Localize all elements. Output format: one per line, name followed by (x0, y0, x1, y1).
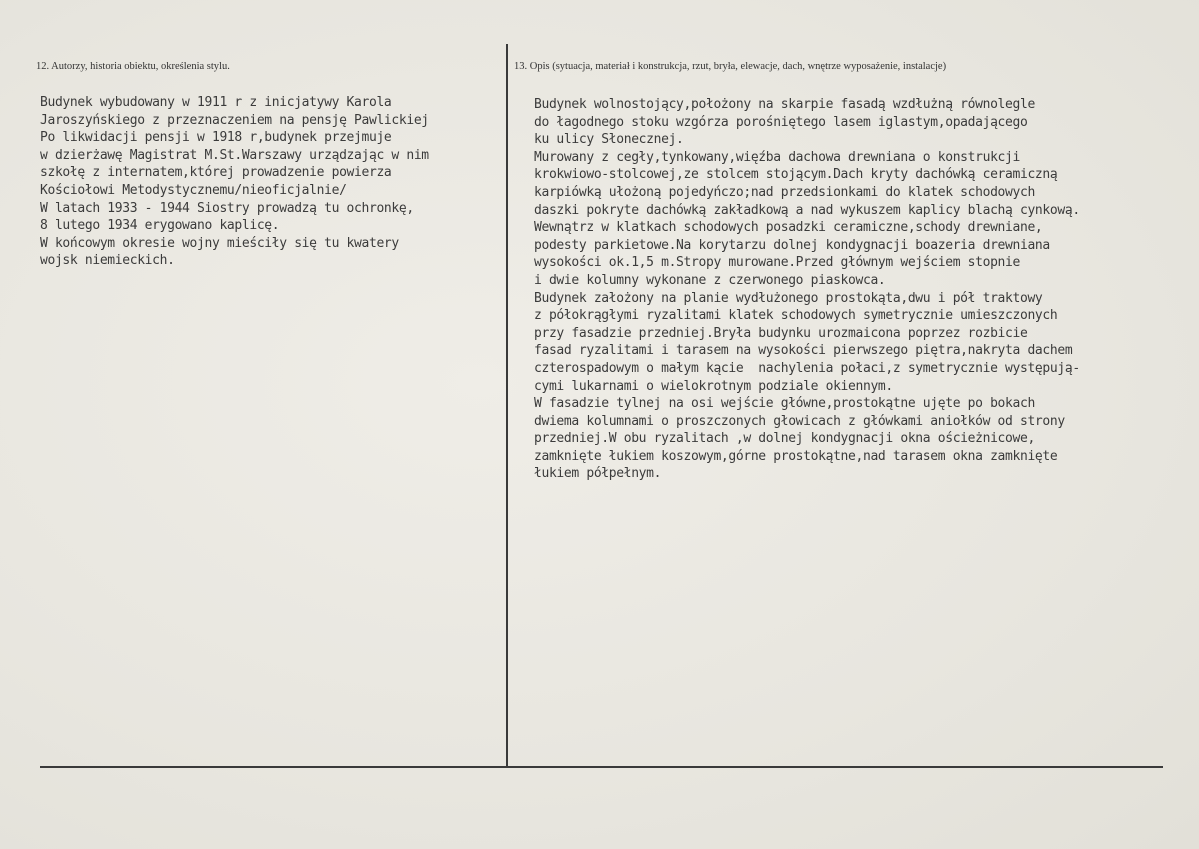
text-line: podesty parkietowe.Na korytarzu dolnej kondygnacji boazeria drewniana (534, 237, 1050, 253)
text-line: Budynek wolnostojący,położony na skarpie fasadą wzdłużną równolegle (534, 97, 1035, 112)
bottom-rule (40, 766, 1163, 768)
text-line: dwiema kolumnami o proszczonych głowicach z główkami aniołków od strony (534, 413, 1065, 429)
text-line: czterospadowym o małym kącie nachylenia połaci,z symetrycznie występują- (534, 360, 1080, 376)
text-line: karpiówką ułożoną pojedyńczo;nad przedsionkami do klatek schodowych (534, 184, 1035, 200)
text-line: Budynek założony na planie wydłużonego prostokąta,dwu i pół traktowy (534, 290, 1043, 306)
text-line: Kościołowi Metodystycznemu/nieoficjalnie/ (40, 182, 347, 198)
text-line: ku ulicy Słonecznej. (534, 132, 684, 148)
text-line: wojsk niemieckich. (40, 253, 175, 269)
text-line: i dwie kolumny wykonane z czerwonego piaskowca. (534, 272, 886, 288)
text-line: wysokości ok.1,5 m.Stropy murowane.Przed głównym wejściem stopnie (534, 255, 1020, 271)
section-13-text (534, 96, 1080, 483)
text-line: Jaroszyńskiego z przeznaczeniem na pensję Pawlickiej (40, 112, 429, 128)
text-line: w dzierżawę Magistrat M.St.Warszawy urządzając w nim (40, 147, 429, 163)
text-line: szkołę z internatem,której prowadzenie powierza (40, 165, 392, 181)
text-line: fasad ryzalitami i tarasem na wysokości pierwszego piętra,nakryta dachem (534, 343, 1073, 359)
text-line: do łagodnego stoku wzgórza porośniętego lasem iglastym,opadającego (534, 114, 1028, 130)
text-line: przy fasadzie przedniej.Bryła budynku urozmaicona poprzez rozbicie (534, 325, 1028, 341)
text-line: przedniej.W obu ryzalitach ,w dolnej kondygnacji okna ościeżnicowe, (534, 431, 1035, 447)
text-line: łukiem półpełnym. (534, 466, 662, 482)
text-line: krokwiowo-stolcowej,ze stolcem stojącym.Dach kryty dachówką ceramiczną (534, 167, 1058, 183)
text-line: Wewnątrz w klatkach schodowych posadzki ceramiczne,schody drewniane, (534, 220, 1043, 236)
text-line: z półokrągłymi ryzalitami klatek schodowych symetrycznie umieszczonych (534, 308, 1058, 324)
text-line: Budynek wybudowany w 1911 r z inicjatywy Karola (40, 95, 392, 110)
text-line: cymi lukarnami o wielokrotnym podziale okiennym. (534, 378, 893, 394)
text-line: zamknięte łukiem koszowym,górne prostokątne,nad tarasem okna zamknięte (534, 448, 1058, 464)
text-line: Murowany z cegły,tynkowany,więźba dachowa drewniana o konstrukcji (534, 149, 1020, 165)
text-line: daszki pokryte dachówką zakładkową a nad wykuszem kaplicy blachą cynkową. (534, 202, 1080, 218)
text-line: W latach 1933 - 1944 Siostry prowadzą tu ochronkę, (40, 200, 414, 216)
column-divider (506, 44, 508, 766)
section-12-heading: 12. Autorzy, historia obiektu, określenia stylu. (36, 61, 230, 72)
section-12-text (40, 94, 429, 270)
text-line: W fasadzie tylnej na osi wejście główne,prostokątne ujęte po bokach (534, 396, 1035, 412)
text-line: 8 lutego 1934 erygowano kaplicę. (40, 218, 280, 234)
section-13-heading: 13. Opis (sytuacja, materiał i konstrukcja, rzut, bryła, elewacje, dach, wnętrze wyposażenie, instalacje) (514, 61, 947, 72)
text-line: Po likwidacji pensji w 1918 r,budynek przejmuje (40, 130, 392, 146)
text-line: W końcowym okresie wojny mieściły się tu kwatery (40, 235, 399, 251)
